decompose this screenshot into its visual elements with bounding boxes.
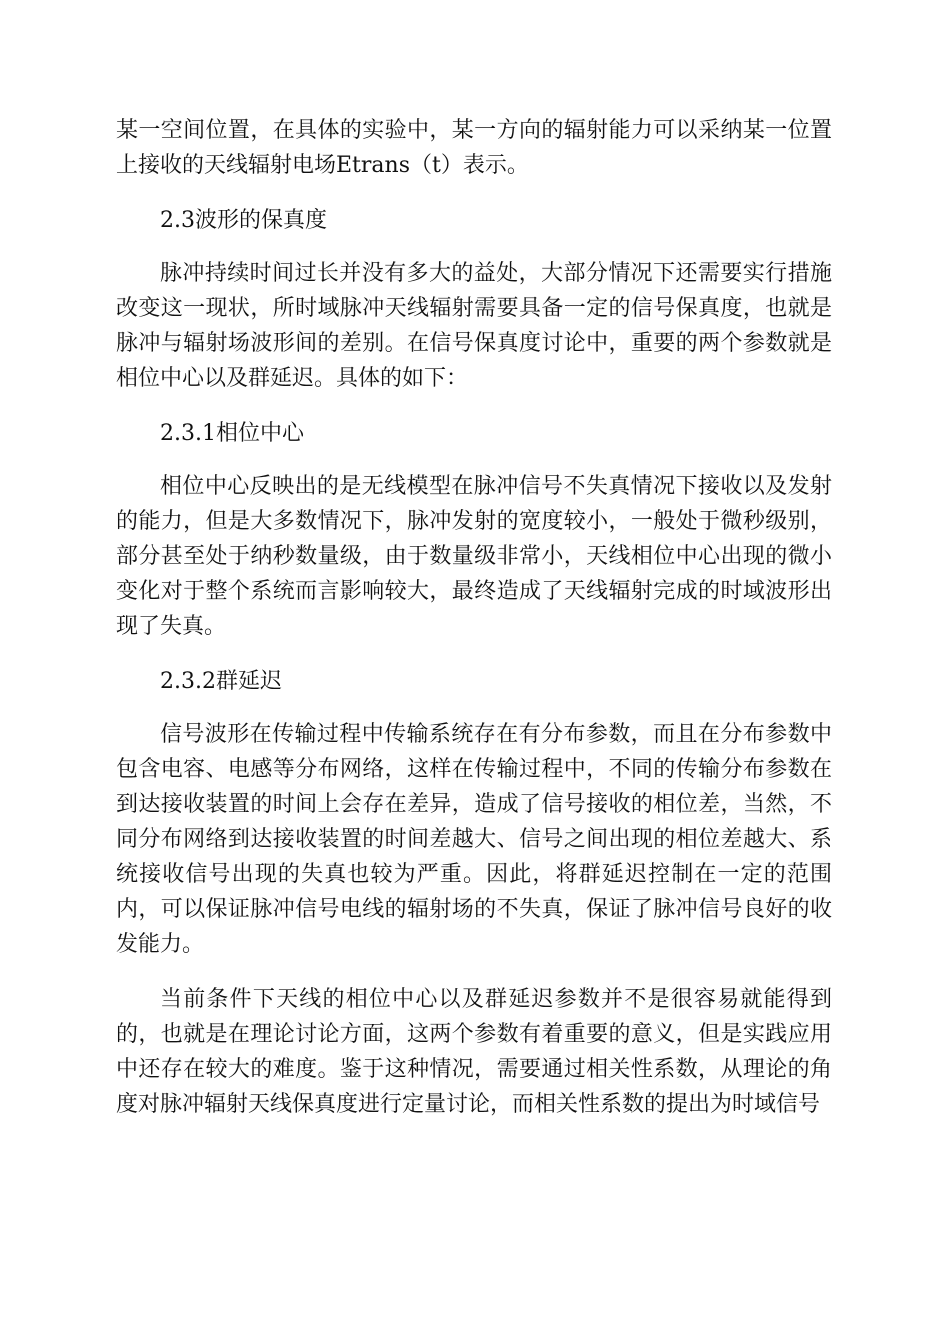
section-heading-waveform-fidelity: 2.3波形的保真度 — [160, 208, 327, 233]
paragraph-phase-center: 相位中心反映出的是无线模型在脉冲信号不失真情况下接收以及发射的能力，但是大多数情况下，脉冲发射的宽度较小，一般处于微秒级别，部分甚至处于纳秒数量级，由于数量级非常小，天线相位中心出现的微小变化对于整个系统而言影响较大，最终造成了天线辐射完成的时域波形出现了失真。 — [116, 474, 832, 639]
spacer — [116, 962, 832, 982]
section-heading-phase-center: 2.3.1相位中心 — [160, 421, 304, 446]
spacer — [116, 451, 832, 469]
section-heading-group-delay: 2.3.2群延迟 — [160, 669, 282, 694]
spacer — [116, 644, 832, 664]
paragraph-radiation-field: 某一空间位置，在具体的实验中，某一方向的辐射能力可以采纳某一位置上接收的天线辐射电场Etrans（t）表示。 — [116, 118, 832, 178]
paragraph-group-delay: 信号波形在传输过程中传输系统存在有分布参数，而且在分布参数中包含电容、电感等分布网络，这样在传输过程中，不同的传输分布参数在到达接收装置的时间上会存在差异，造成了信号接收的相位差，当然，不同分布网络到达接收装置的时间差越大、信号之间出现的相位差越大、系统接收信号出现的失真也较为严重。因此，将群延迟控制在一定的范围内，可以保证脉冲信号电线的辐射场的不失真，保证了脉冲信号良好的收发能力。 — [116, 722, 832, 957]
spacer — [116, 396, 832, 416]
spacer — [116, 183, 832, 203]
paragraph-pulse-duration: 脉冲持续时间过长并没有多大的益处，大部分情况下还需要实行措施改变这一现状，所时域脉冲天线辐射需要具备一定的信号保真度，也就是脉冲与辐射场波形间的差别。在信号保真度讨论中，重要的两个参数就是相位中心以及群延迟。具体的如下： — [116, 261, 832, 391]
paragraph-correlation-coefficient: 当前条件下天线的相位中心以及群延迟参数并不是很容易就能得到的，也就是在理论讨论方面，这两个参数有着重要的意义，但是实践应用中还存在较大的难度。鉴于这种情况，需要通过相关性系数，从理论的角度对脉冲辐射天线保真度进行定量讨论，而相关性系数的提出为时域信号 — [116, 987, 832, 1117]
document-page — [116, 113, 832, 1122]
spacer — [116, 699, 832, 717]
spacer — [116, 238, 832, 256]
